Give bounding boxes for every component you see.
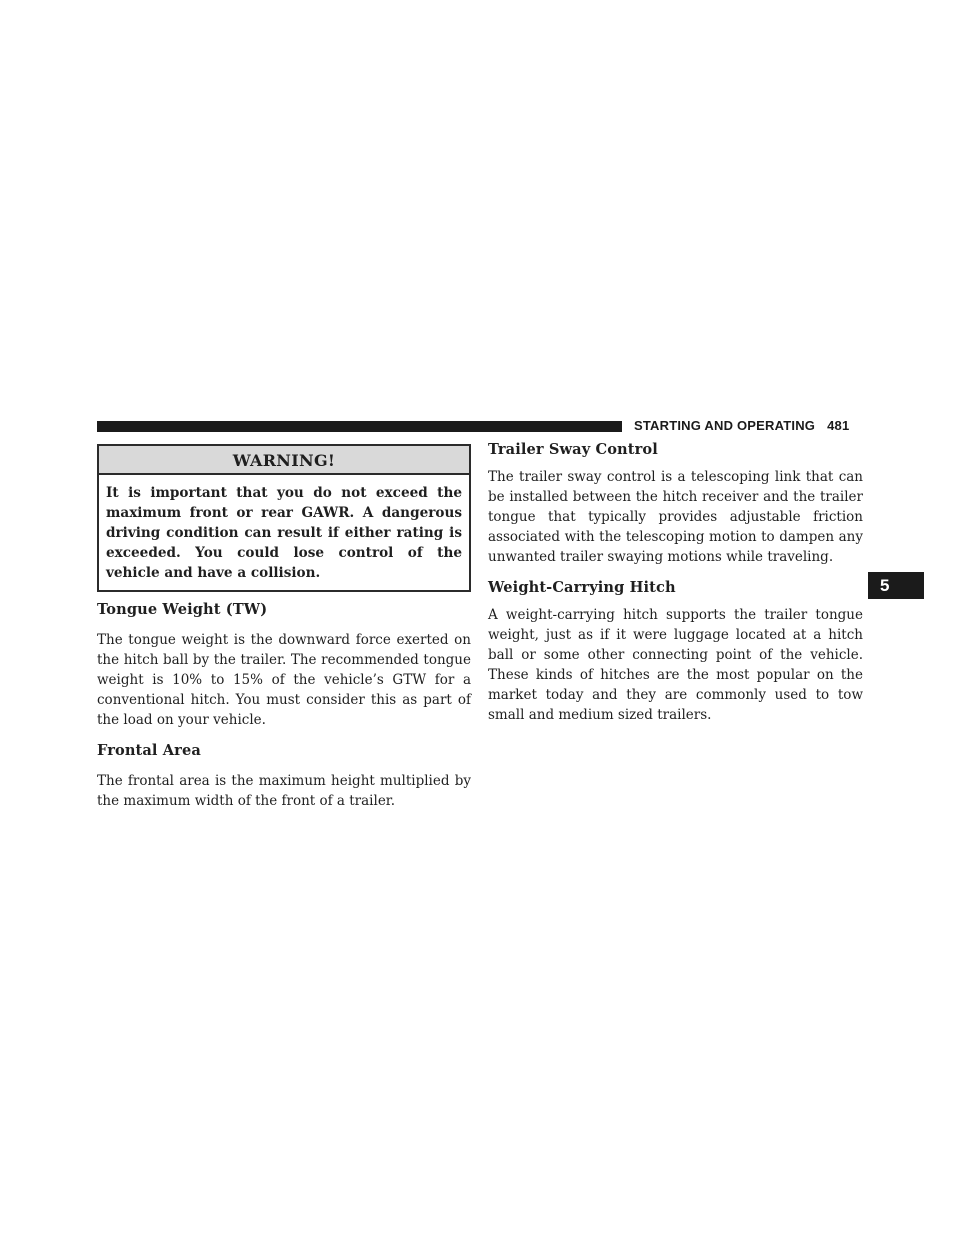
right-column: [488, 441, 863, 725]
chapter-tab: 5: [868, 572, 924, 599]
tongue-weight-text: The tongue weight is the downward force exerted on the hitch ball by the trailer. The recommended tongue weight is 10% to 15% of the vehicle’s GTW for a conventional hitch. You must consider this as part of the load on your vehicle.: [97, 632, 471, 728]
weight-carrying-heading: Weight-Carrying Hitch: [488, 579, 676, 596]
tongue-weight-heading: Tongue Weight (TW): [97, 601, 268, 618]
weight-carrying-text: A weight-carrying hitch supports the trailer tongue weight, just as if it were luggage located at a hitch ball or some other connecting point of the vehicle. These kinds of hitches are the most popular on the market today and they are commonly used to tow small and medium sized trailers.: [488, 607, 863, 723]
warning-title: WARNING!: [99, 446, 469, 475]
warning-box: [97, 444, 471, 592]
trailer-sway-heading: Trailer Sway Control: [488, 441, 658, 458]
running-header: [634, 418, 849, 433]
left-column: [97, 444, 471, 811]
frontal-area-heading: Frontal Area: [97, 742, 201, 759]
frontal-area-text: The frontal area is the maximum height multiplied by the maximum width of the front of a trailer.: [97, 773, 471, 809]
trailer-sway-text: The trailer sway control is a telescoping link that can be installed between the hitch receiver and the trailer tongue that typically provides adjustable friction associated with the telescoping motion to dampen any unwanted trailer swaying motions while traveling.: [488, 469, 863, 565]
warning-text: It is important that you do not exceed the maximum front or rear GAWR. A dangerous driving condition can result if either rating is exceeded. You could lose control of the vehicle and have a collision.: [106, 485, 462, 581]
section-title: STARTING AND OPERATING: [634, 418, 816, 433]
header-rule: [97, 421, 622, 432]
page-number: 481: [827, 418, 850, 433]
